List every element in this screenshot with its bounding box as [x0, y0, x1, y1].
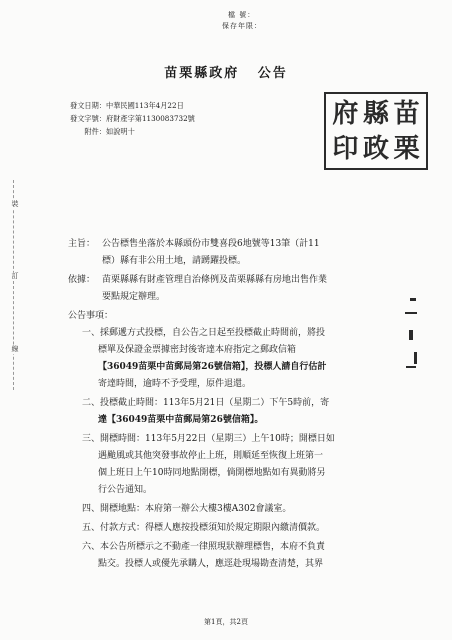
binding-mark-xian: 線: [11, 345, 19, 354]
item-2-line-1: 二、投標截止時間：113年5月21日（星期二）下午5時前，寄: [82, 398, 330, 408]
item-3-line-3: 個上班日上午10時同地點開標，倘開標地點如有異動將另: [98, 468, 326, 478]
page-number: 第1頁，共2頁: [204, 618, 248, 626]
meta-date: 發文日期：中華民國113年4月22日: [70, 101, 184, 110]
issuing-org: 苗栗縣政府: [164, 66, 240, 81]
official-seal: 苗 縣 府 栗 政 印: [324, 92, 428, 170]
basis-line-1: 依據： 苗栗縣縣有財產管理自治條例及苗栗縣縣有房地出售作業: [68, 275, 328, 285]
item-3-line-1: 三、開標時間：113年5月22日（星期三）上午10時；開標日如: [82, 434, 335, 444]
binding-line: [13, 180, 14, 390]
item-1-line-4: 寄達時間，逾時不予受理，原件退還。: [98, 379, 252, 389]
meta-doc-number: 發文字號：府財產字第1130083732號: [70, 114, 195, 123]
scan-mark: [409, 330, 413, 340]
item-3-line-4: 行公告通知。: [98, 485, 153, 495]
item-2-line-2: 達【36049苗栗中苗郵局第26號信箱】。: [98, 415, 264, 425]
subject-line-1: 主旨： 公告標售坐落於本縣頭份市雙喜段6地號等13筆（計11: [68, 239, 320, 249]
retention-label: 保存年限：: [222, 22, 262, 30]
item-1-line-3: 【36049苗栗中苗郵局第26號信箱】，投標人請自行估計: [98, 362, 327, 372]
scan-mark: [414, 352, 417, 364]
item-6-line-1: 六、本公告所標示之不動產一律照現狀辦理標售，本府不負責: [82, 542, 326, 552]
item-4-line-1: 四、開標地點：本府第一辦公大樓3樓A302會議室。: [82, 504, 292, 514]
item-1-line-2: 標單及保證金票據密封後寄達本府指定之郵政信箱: [98, 345, 297, 355]
scan-mark: [410, 298, 416, 301]
subject-line-2: 標）縣有非公用土地，請踴躍投標。: [102, 256, 247, 266]
item-5-line-1: 五、付款方式：得標人應按投標須知於規定期限內繳清價款。: [82, 523, 326, 533]
binding-mark-ding: 訂: [11, 272, 19, 281]
items-heading: 公告事項：: [68, 311, 114, 321]
page-title: [0, 62, 452, 81]
meta-attachment: 附件：如說明十: [84, 127, 135, 136]
item-3-line-2: 遇颱風或其他突發事故停止上班，則順延至恢復上班第一: [98, 451, 324, 461]
scan-mark: [405, 312, 417, 314]
scan-mark: [406, 366, 416, 368]
item-1-line-1: 一、採郵遞方式投標，自公告之日起至投標截止時間前，將投: [82, 328, 326, 338]
file-number-label: 檔 號：: [228, 11, 256, 19]
document-type: 公告: [257, 66, 288, 81]
basis-line-2: 要點規定辦理。: [102, 292, 166, 302]
item-6-line-2: 點交。投標人或優先承購人，應逕赴現場勘查清楚，其界: [98, 559, 324, 569]
binding-mark-zhuang: 裝: [11, 200, 19, 209]
